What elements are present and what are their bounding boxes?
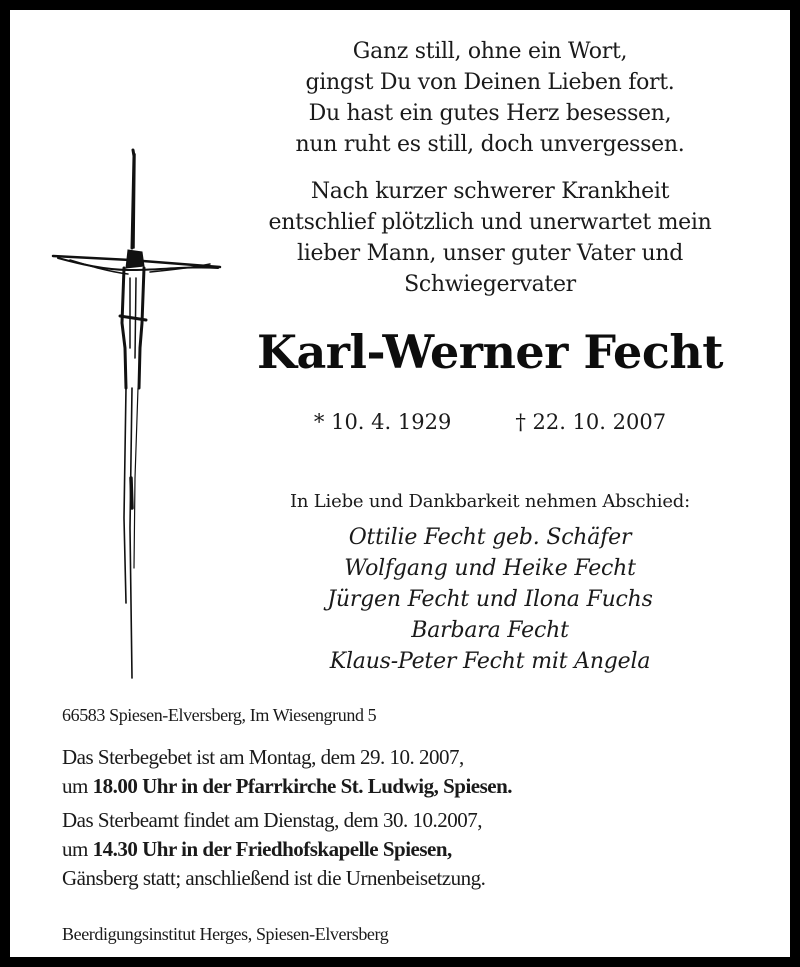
announcement-line: entschlief plötzlich und unerwartet mein bbox=[268, 210, 712, 235]
prayer-service-location: 18.00 Uhr in der Pfarrkirche St. Ludwig, Spiesen. bbox=[92, 774, 513, 798]
announcement-line: lieber Mann, unser guter Vater und bbox=[296, 241, 684, 266]
poem-line: nun ruht es still, doch unvergessen. bbox=[295, 132, 685, 157]
mourner: Jürgen Fecht und Ilona Fuchs bbox=[327, 587, 653, 612]
poem-line: gingst Du von Deinen Lieben fort. bbox=[305, 70, 675, 95]
mourners-list bbox=[210, 522, 770, 677]
mourners-label: In Liebe und Dankbarkeit nehmen Abschied: bbox=[289, 491, 690, 512]
requiem-mass-location: 14.30 Uhr in der Friedhofskapelle Spiesen, bbox=[92, 837, 452, 861]
prayer-service-line: Das Sterbegebet ist am Montag, dem 29. 10. 2007, bbox=[62, 745, 464, 769]
requiem-mass bbox=[62, 806, 782, 893]
crucifix-icon bbox=[50, 148, 225, 688]
prefix-text: um bbox=[62, 774, 93, 798]
requiem-mass-line: Das Sterbeamt findet am Dienstag, dem 30. 10.2007, bbox=[62, 808, 482, 832]
announcement-line: Schwiegervater bbox=[404, 272, 576, 297]
requiem-mass-time bbox=[62, 835, 782, 864]
announcement-text bbox=[210, 176, 770, 300]
family-address: 66583 Spiesen-Elversberg, Im Wiesengrund 5 bbox=[62, 705, 377, 725]
poem-line: Ganz still, ohne ein Wort, bbox=[352, 39, 628, 64]
life-dates bbox=[210, 408, 770, 436]
mourner: Wolfgang und Heike Fecht bbox=[344, 556, 636, 581]
prayer-service-time bbox=[62, 772, 782, 801]
announcement-line: Nach kurzer schwerer Krankheit bbox=[310, 179, 670, 204]
mourner: Klaus-Peter Fecht mit Angela bbox=[329, 649, 651, 674]
death-notice bbox=[10, 10, 790, 957]
requiem-mass-line: Gänsberg statt; anschließend ist die Urnenbeisetzung. bbox=[62, 866, 486, 890]
prefix-text: um bbox=[62, 837, 93, 861]
poem-line: Du hast ein gutes Herz besessen, bbox=[308, 101, 672, 126]
death-date: † 22. 10. 2007 bbox=[515, 410, 667, 434]
birth-date: * 10. 4. 1929 bbox=[313, 410, 452, 434]
mourner: Barbara Fecht bbox=[411, 618, 569, 643]
deceased-name: Karl-Werner Fecht bbox=[256, 325, 724, 379]
mourner: Ottilie Fecht geb. Schäfer bbox=[348, 525, 632, 550]
poem bbox=[210, 36, 770, 160]
funeral-home: Beerdigungsinstitut Herges, Spiesen-Elversberg bbox=[62, 924, 389, 944]
service-details bbox=[62, 743, 782, 893]
